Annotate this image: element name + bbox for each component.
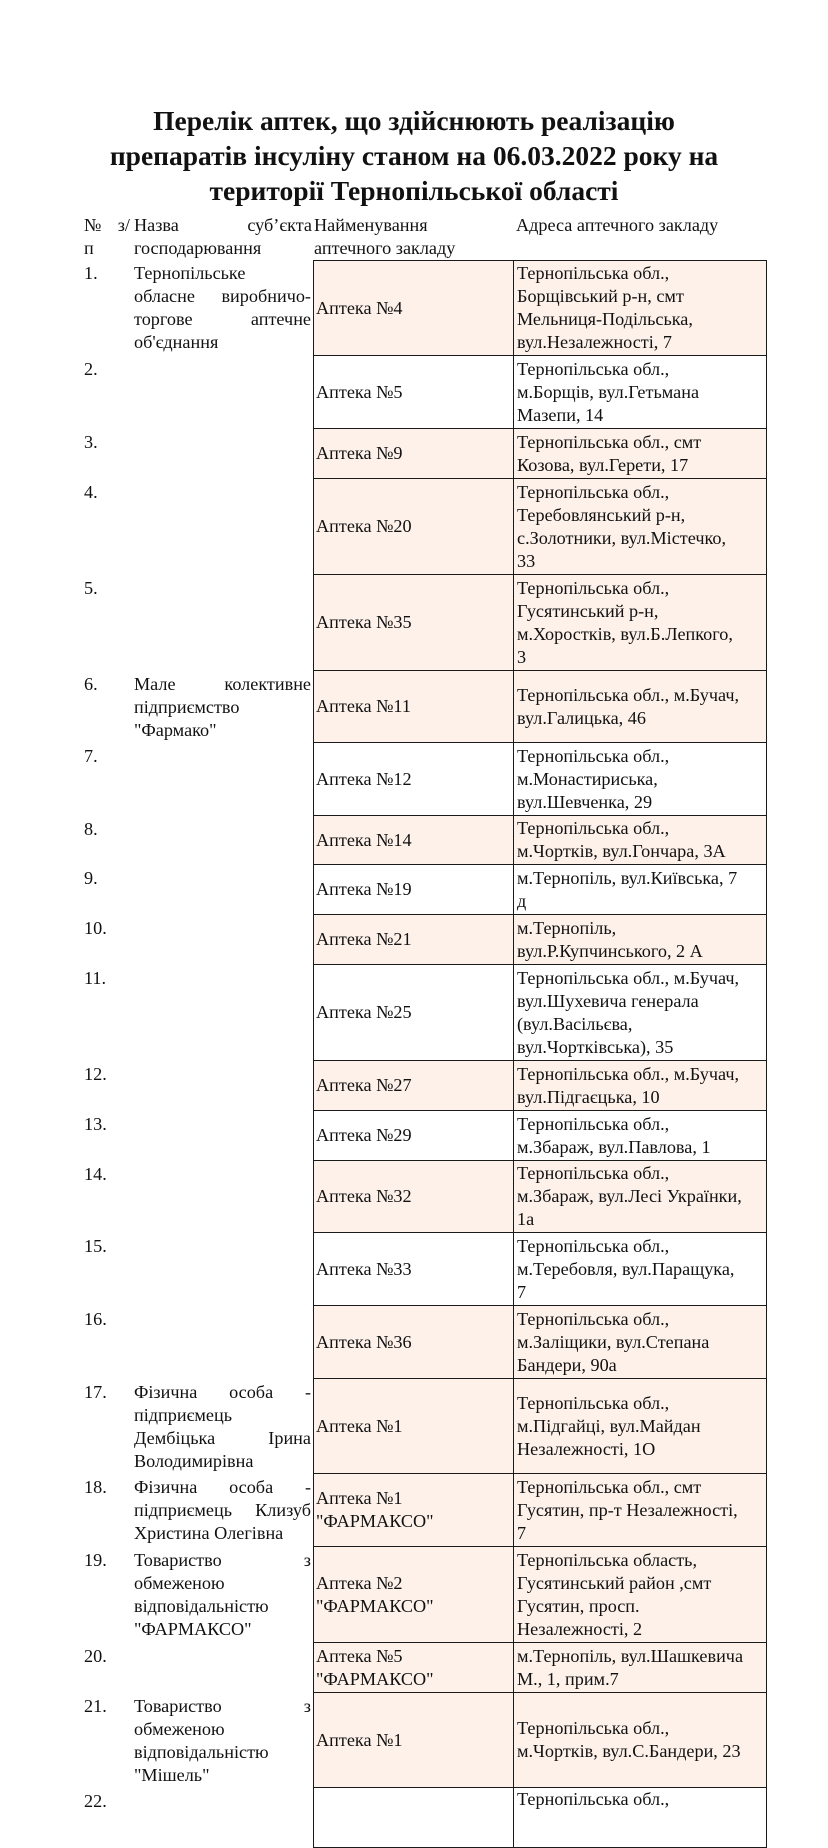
header-subject (134, 214, 312, 260)
pharmacy-address-cell (513, 865, 767, 915)
pharmacy-name-line: Аптека №4 (316, 297, 403, 318)
row-number: 2. (84, 359, 98, 379)
business-entity-name (134, 673, 311, 742)
pharmacy-address-line: Тернопільська обл., (517, 263, 670, 283)
pharmacy-name-cell (313, 671, 514, 743)
pharmacy-address-line: 1а (517, 1209, 535, 1229)
row-number: 14. (84, 1164, 107, 1184)
business-entity-line: відповідальністю (134, 1742, 269, 1762)
row-number: 12. (84, 1064, 107, 1084)
pharmacy-address-cell (513, 1693, 767, 1788)
pharmacy-name-cell (313, 1233, 514, 1306)
pharmacy-name-line: "ФАРМАКСО" (316, 1595, 434, 1616)
table-row (0, 575, 828, 671)
pharmacy-address-line: Тернопільська обл., (517, 481, 670, 502)
table-row (0, 671, 828, 743)
row-number: 8. (84, 819, 98, 839)
row-number: 16. (84, 1309, 107, 1329)
business-entity-line: Фізична особа - (134, 1382, 311, 1402)
business-entity-line: підприємство (134, 697, 240, 717)
pharmacy-address-line: Тернопільська обл., (517, 1113, 670, 1134)
pharmacy-address-line: вул.Незалежності, 7 (517, 332, 672, 352)
pharmacy-name-line: Аптека №5 (316, 1645, 403, 1666)
pharmacy-name-cell (313, 816, 514, 865)
title-line: Перелік аптек, що здійснюють реалізацію (153, 105, 675, 136)
pharmacy-name-cell (313, 260, 514, 356)
pharmacy-name-line: Аптека №21 (316, 929, 412, 949)
row-number: 10. (84, 918, 107, 938)
pharmacy-address-line: 7 (517, 1522, 527, 1543)
pharmacy-address-line: 33 (517, 550, 536, 571)
pharmacy-address-line: м.Хоростків, вул.Б.Лепкого, (517, 623, 733, 644)
pharmacy-name-line: "ФАРМАКСО" (316, 1668, 434, 1689)
pharmacy-name-line: Аптека №1 (316, 1729, 403, 1750)
pharmacy-name-cell (313, 1306, 514, 1379)
pharmacy-name-cell (313, 915, 514, 965)
row-number: 18. (84, 1477, 107, 1497)
pharmacy-address-line: м.Чортків, вул.Гончара, 3А (517, 841, 726, 861)
pharmacy-address-cell (513, 575, 767, 671)
pharmacy-name-line: Аптека №1 (316, 1488, 403, 1508)
pharmacy-address-line: Теребовлянський р-н, (517, 504, 686, 525)
pharmacy-address-line: Бандери, 90а (517, 1354, 617, 1375)
pharmacy-address-cell (513, 1233, 767, 1306)
business-entity-line: обласне виробничо- (134, 286, 311, 306)
header-pharmacy-line2: аптечного закладу (314, 238, 456, 258)
row-number: 1. (84, 263, 98, 283)
row-number: 6. (84, 674, 98, 694)
pharmacy-address-line: м.Тернопіль, вул.Шашкевича (517, 1645, 744, 1666)
pharmacy-address-line: Тернопільська обл., смт (517, 431, 702, 452)
pharmacy-name-line: Аптека №32 (316, 1186, 412, 1206)
pharmacy-address-cell (513, 965, 767, 1061)
pharmacy-address-line: м.Тернопіль, (517, 917, 617, 938)
pharmacy-name-cell (313, 479, 514, 575)
pharmacy-address-line: Незалежності, 1О (517, 1438, 656, 1459)
pharmacy-address-line: Тернопільська обл., (517, 745, 670, 766)
pharmacy-address-line: м.Заліщики, вул.Степана (517, 1331, 710, 1352)
header-subject-line2: господарювання (134, 238, 262, 258)
table-row (0, 1474, 828, 1547)
pharmacy-address-line: Борщівський р-н, смт (517, 286, 684, 306)
business-entity-line: обмеженою (134, 1719, 225, 1739)
header-pharmacy (314, 214, 455, 260)
pharmacy-address-line: м.Борщів, вул.Гетьмана (517, 381, 700, 402)
row-number: 11. (84, 968, 107, 988)
pharmacy-address-line: м.Чортків, вул.С.Бандери, 23 (517, 1741, 741, 1761)
pharmacy-address-line: Тернопільська обл., (517, 1308, 670, 1329)
pharmacy-address-line: м.Підгайці, вул.Майдан (517, 1415, 701, 1436)
business-entity-line: Мале колективне (134, 674, 311, 694)
header-number-abbr-cont: п (84, 238, 94, 258)
pharmacy-address-cell (513, 1547, 767, 1643)
row-number: 19. (84, 1550, 107, 1570)
pharmacy-name-line: Аптека №12 (316, 768, 412, 789)
pharmacy-name-cell (313, 1788, 514, 1848)
pharmacy-name-cell (313, 865, 514, 915)
business-entity-line: об'єднання (134, 332, 219, 352)
pharmacy-address-line: 3 (517, 646, 527, 667)
pharmacy-address-cell (513, 1474, 767, 1547)
header-number-symbol: № (84, 215, 102, 235)
business-entity-line: "Фармако" (134, 720, 217, 740)
pharmacy-address-line: Тернопільська обл., (517, 818, 670, 838)
header-number (84, 214, 130, 260)
pharmacy-address-cell (513, 1111, 767, 1161)
business-entity-line: Товариство з (134, 1696, 311, 1716)
pharmacy-name-line: Аптека №33 (316, 1258, 412, 1279)
pharmacy-address-line: д (517, 890, 527, 911)
row-number: 9. (84, 868, 98, 888)
pharmacy-name-cell (313, 743, 514, 816)
row-number: 20. (84, 1646, 107, 1666)
pharmacy-address-line: Тернопільська обл., (517, 1163, 670, 1183)
pharmacy-name-line: Аптека №35 (316, 612, 412, 632)
header-pharmacy-line1: Найменування (314, 215, 428, 235)
pharmacy-address-line: (вул.Васільєва, (517, 1013, 633, 1034)
pharmacy-name-line: Аптека №2 (316, 1572, 403, 1593)
pharmacy-address-line: Мельниця-Подільська, (517, 309, 693, 329)
pharmacy-address-line: вул.Р.Купчинського, 2 А (517, 940, 703, 961)
pharmacy-address-line: вул.Шевченка, 29 (517, 791, 653, 812)
business-entity-name (134, 1695, 311, 1787)
pharmacy-name-line: Аптека №27 (316, 1075, 412, 1095)
pharmacy-name-cell (313, 1474, 514, 1547)
table-row (0, 1643, 828, 1693)
pharmacy-name-line: Аптека №20 (316, 516, 412, 536)
business-entity-line: підприємець Клизуб (134, 1500, 311, 1520)
pharmacy-address-line: вул.Галицька, 46 (517, 707, 646, 728)
pharmacy-name-cell (313, 1643, 514, 1693)
business-entity-line: відповідальністю (134, 1596, 269, 1616)
pharmacy-address-cell (513, 479, 767, 575)
pharmacy-address-line: Тернопільська обл., (517, 1718, 670, 1738)
row-number: 7. (84, 746, 98, 766)
row-number: 13. (84, 1114, 107, 1134)
pharmacy-address-line: Тернопільська область, (517, 1549, 698, 1570)
pharmacy-address-line: м.Збараж, вул.Лесі Українки, (517, 1186, 742, 1206)
pharmacy-address-line: Гусятин, просп. (517, 1595, 640, 1616)
pharmacy-name-cell (313, 429, 514, 479)
business-entity-name (134, 262, 311, 354)
header-subject-word1: Назва (134, 215, 179, 235)
pharmacy-address-line: Гусятинський район ,смт (517, 1572, 712, 1593)
table-row (0, 915, 828, 965)
business-entity-line: "ФАРМАКСО" (134, 1619, 252, 1639)
pharmacy-address-line: м.Тернопіль, вул.Київська, 7 (517, 867, 738, 888)
table-row (0, 479, 828, 575)
pharmacy-address-line: м.Збараж, вул.Павлова, 1 (517, 1136, 711, 1157)
business-entity-line: торгове аптечне (134, 309, 311, 329)
row-number: 17. (84, 1382, 107, 1402)
pharmacy-address-line: Козова, вул.Герети, 17 (517, 454, 689, 475)
table-row (0, 356, 828, 429)
header-address-line1: Адреса аптечного закладу (516, 215, 719, 235)
table-row (0, 1788, 828, 1848)
pharmacy-address-line: с.Золотники, вул.Містечко, (517, 527, 727, 548)
pharmacy-address-cell (513, 1061, 767, 1111)
business-entity-line: Тернопільське (134, 263, 246, 283)
pharmacy-address-cell (513, 356, 767, 429)
pharmacy-name-line: Аптека №5 (316, 381, 403, 402)
pharmacy-name-cell (313, 1693, 514, 1788)
pharmacy-address-line: Тернопільська обл., (517, 1789, 670, 1809)
header-subject-word2: суб’єкта (247, 215, 312, 235)
pharmacy-name-cell (313, 1161, 514, 1233)
pharmacy-name-cell (313, 1061, 514, 1111)
document-title (70, 103, 758, 208)
pharmacy-address-line: м.Монастириська, (517, 768, 658, 789)
pharmacy-name-line: Аптека №25 (316, 1002, 412, 1022)
business-entity-line: Фізична особа - (134, 1477, 311, 1497)
header-address (516, 214, 718, 237)
pharmacy-name-cell (313, 1547, 514, 1643)
table-row (0, 1111, 828, 1161)
pharmacy-name-line: Аптека №14 (316, 829, 412, 850)
table-row (0, 865, 828, 915)
business-entity-line: Христина Олегівна (134, 1523, 284, 1543)
pharmacy-name-cell (313, 1111, 514, 1161)
pharmacy-address-line: Тернопільська обл., м.Бучач, (517, 967, 740, 988)
table-row (0, 1061, 828, 1111)
pharmacy-address-cell (513, 429, 767, 479)
pharmacy-address-line: Тернопільська обл., (517, 1392, 670, 1413)
table-row (0, 429, 828, 479)
pharmacy-address-line: вул.Чортківська), 35 (517, 1036, 674, 1057)
pharmacy-address-line: Тернопільська обл., м.Бучач, (517, 1063, 740, 1084)
pharmacy-address-line: вул.Підгаєцька, 10 (517, 1086, 660, 1107)
pharmacy-address-line: Мазепи, 14 (517, 404, 604, 425)
title-line: препаратів інсуліну станом на 06.03.2022 року на (109, 140, 719, 171)
pharmacy-name-cell (313, 965, 514, 1061)
business-entity-name (134, 1381, 311, 1473)
pharmacy-name-line: Аптека №9 (316, 443, 403, 463)
pharmacy-name-line: Аптека №19 (316, 879, 412, 899)
pharmacy-name-line: "ФАРМАКСО" (316, 1511, 434, 1531)
pharmacy-address-cell (513, 260, 767, 356)
business-entity-line: підприємець (134, 1405, 233, 1425)
pharmacy-table (0, 260, 828, 1848)
business-entity-name (134, 1476, 311, 1545)
table-row (0, 816, 828, 865)
row-number: 3. (84, 432, 98, 452)
pharmacy-address-line: вул.Шухевича генерала (517, 990, 699, 1011)
business-entity-line: обмеженою (134, 1573, 225, 1593)
business-entity-line: "Мішель" (134, 1765, 210, 1785)
pharmacy-name-cell (313, 356, 514, 429)
header-number-abbr: з/ (117, 215, 130, 235)
business-entity-line: Володимирівна (134, 1451, 254, 1471)
pharmacy-address-line: Тернопільська обл., (517, 577, 670, 598)
pharmacy-address-line: Тернопільська обл., (517, 358, 670, 379)
table-row (0, 1306, 828, 1379)
table-row (0, 1693, 828, 1788)
row-number: 4. (84, 482, 98, 502)
table-row (0, 260, 828, 356)
pharmacy-name-line: Аптека №29 (316, 1125, 412, 1145)
pharmacy-address-cell (513, 1788, 767, 1848)
pharmacy-address-cell (513, 671, 767, 743)
pharmacy-address-line: М., 1, прим.7 (517, 1668, 619, 1689)
pharmacy-address-cell (513, 1643, 767, 1693)
pharmacy-address-cell (513, 1161, 767, 1233)
pharmacy-address-line: Тернопільська обл., (517, 1235, 670, 1256)
table-row (0, 743, 828, 816)
pharmacy-address-cell (513, 1379, 767, 1474)
pharmacy-address-cell (513, 743, 767, 816)
table-row (0, 1233, 828, 1306)
pharmacy-name-line: Аптека №11 (316, 696, 411, 716)
pharmacy-name-line: Аптека №1 (316, 1415, 403, 1436)
row-number: 15. (84, 1236, 107, 1256)
pharmacy-name-cell (313, 1379, 514, 1474)
table-row (0, 965, 828, 1061)
business-entity-line: Дембіцька Ірина (134, 1428, 311, 1448)
table-row (0, 1547, 828, 1643)
pharmacy-address-cell (513, 1306, 767, 1379)
row-number: 5. (84, 578, 98, 598)
pharmacy-address-line: Тернопільська обл., м.Бучач, (517, 684, 740, 705)
pharmacy-address-line: м.Теребовля, вул.Паращука, (517, 1258, 735, 1279)
pharmacy-name-line: Аптека №36 (316, 1331, 412, 1352)
pharmacy-address-cell (513, 816, 767, 865)
pharmacy-address-line: Гусятинський р-н, (517, 600, 659, 621)
pharmacy-address-cell (513, 915, 767, 965)
title-line: території Тернопільської області (209, 175, 619, 206)
table-row (0, 1379, 828, 1474)
row-number: 21. (84, 1696, 107, 1716)
pharmacy-address-line: Незалежності, 2 (517, 1618, 643, 1639)
pharmacy-name-cell (313, 575, 514, 671)
row-number: 22. (84, 1791, 107, 1811)
pharmacy-address-line: 7 (517, 1281, 527, 1302)
business-entity-name (134, 1549, 311, 1641)
table-row (0, 1161, 828, 1233)
business-entity-line: Товариство з (134, 1550, 311, 1570)
pharmacy-address-line: Тернопільська обл., смт (517, 1476, 702, 1497)
pharmacy-address-line: Гусятин, пр-т Незалежності, (517, 1499, 738, 1520)
